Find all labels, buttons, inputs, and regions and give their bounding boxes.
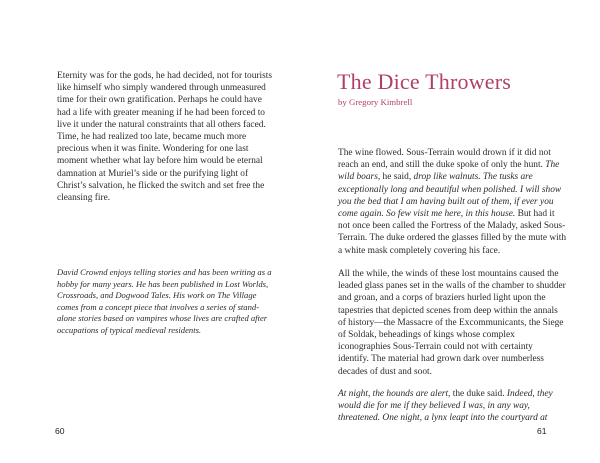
paragraph-1-text-e: But had it not once been called the Fortress of the Malady, asked Sous-Terrain. The duke ordered the glasses filled by the mute with a white mask completely covering his face. bbox=[338, 209, 567, 256]
page-number-left: 60 bbox=[55, 426, 65, 436]
paragraph-3-text-b: the duke said. bbox=[450, 389, 507, 399]
paragraph-1 bbox=[338, 147, 566, 257]
right-page bbox=[300, 0, 600, 463]
paragraph-3 bbox=[338, 388, 566, 425]
paragraph-1-text-c: he said, bbox=[380, 172, 414, 183]
author-bio: David Crownd enjoys telling stories and has been writing as a hobby for many years. He has been published in Lost Worlds, Crossroads, and Dogwood Tales. His work on The Village comes from a concept piece that involves a series of stand-alone stories based on vampires whose lives are crafted after occupations of typical medieval residents. bbox=[57, 267, 272, 335]
paragraph-1-text-a: The wine flowed. Sous-Terrain would drown if it did not reach an end, and still the duke spoke of only the hunt. bbox=[338, 148, 551, 171]
story-byline: by Gregory Kimbrell bbox=[338, 97, 413, 107]
paragraph-2: All the while, the winds of these lost mountains caused the leaded glass panes set in the walls of the chamber to shudder and groan, and a corps of braziers hurled light upon the tapestries that depicted scenes from deep within the annals of history—the Massacre of the Excommunicants, the Siege of Soldak, beheadings of kings whose complex iconographies Sous-Terrain could not with certainty identify. The material had grown dark over numberless decades of dust and soot. bbox=[338, 269, 566, 377]
paragraph-3-italic-c: Indeed, they would die for me if they believed I was, in any way, threatened. One night, a lynx leapt into the courtyard at bbox=[338, 389, 553, 424]
paragraph-3-italic-a: At night, the hounds are alert, bbox=[338, 389, 451, 399]
paragraph-1-italic-b: The wild boars, bbox=[338, 160, 560, 183]
story-title: The Dice Throwers bbox=[337, 69, 512, 94]
page-number-right: 61 bbox=[537, 426, 547, 436]
paragraph-1-italic-d: drop like walnuts. The tusks are exceptionally long and beautiful when polished. I will show you the bed that I am having built out of them, if ever you come again. So few visit me here, in this house. bbox=[338, 172, 562, 220]
left-page-body: Eternity was for the gods, he had decided, not for tourists like himself who simply wandered through unmeasured time for their own gratification. Perhaps he could have had a life with greater meaning if he had been forced to live it under the natural constraints that all others faced. Time, he had realized too late, became much more precious when it was finite. Wondering for one last moment whether what lay before him would be eternal damnation at Muriel’s side or the purifying light of Christ’s salvation, he flicked the switch and set free the cleansing fire. bbox=[57, 71, 273, 204]
